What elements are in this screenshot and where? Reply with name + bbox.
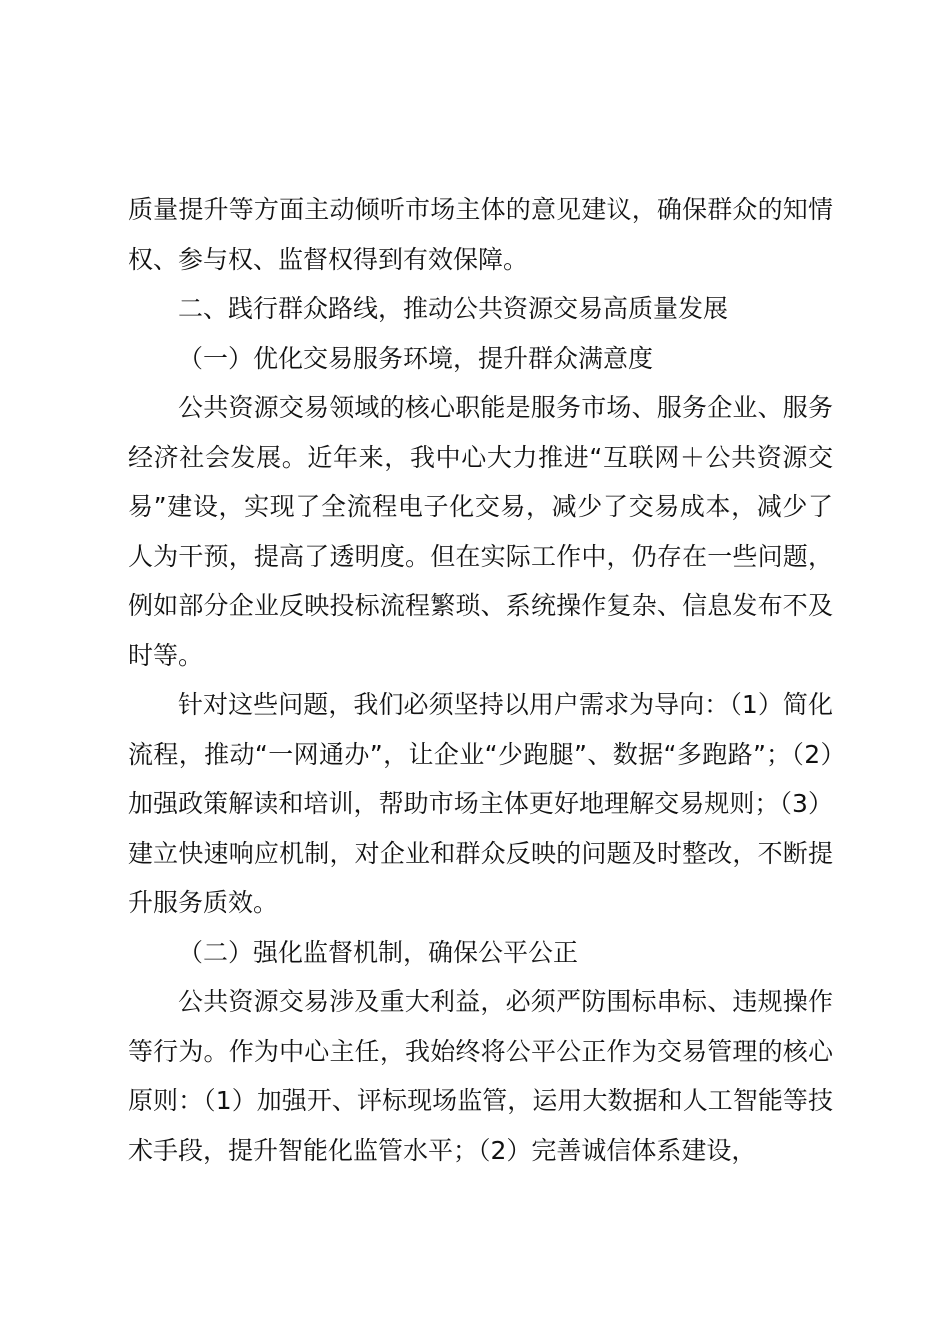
section-heading: 二、践行群众路线，推动公共资源交易高质量发展 [178, 294, 729, 323]
paragraph-continuation: 质量提升等方面主动倾听市场主体的意见建议，确保群众的知情权、参与权、监督权得到有效保障。 [128, 195, 833, 274]
subsection-heading: （一）优化交易服务环境，提升群众满意度 [178, 343, 654, 373]
paragraph: 公共资源交易涉及重大利益，必须严防围标串标、违规操作等行为。作为中心主任，我始终将公平公正作为交易管理的核心原则：（1）加强开、评标现场监管，运用大数据和人工智能等技术手段，提升智能化监管水平；（2）完善诚信体系建设， [128, 987, 833, 1165]
paragraph: 公共资源交易领域的核心职能是服务市场、服务企业、服务经济社会发展。近年来，我中心大力推进“互联网＋公共资源交易”建设，实现了全流程电子化交易，减少了交易成本，减少了人为干预，提高了透明度。但在实际工作中，仍存在一些问题，例如部分企业反映投标流程繁琐、系统操作复杂、信息发布不及时等。 [128, 393, 833, 670]
subsection-heading: （二）强化监督机制，确保公平公正 [178, 937, 579, 967]
document-body [128, 185, 833, 1175]
paragraph: 针对这些问题，我们必须坚持以用户需求为导向：（1）简化流程，推动“一网通办”，让企业“少跑腿”、数据“多跑路”；（2）加强政策解读和培训，帮助市场主体更好地理解交易规则；（3）建立快速响应机制，对企业和群众反映的问题及时整改，不断提升服务质效。 [128, 690, 833, 917]
